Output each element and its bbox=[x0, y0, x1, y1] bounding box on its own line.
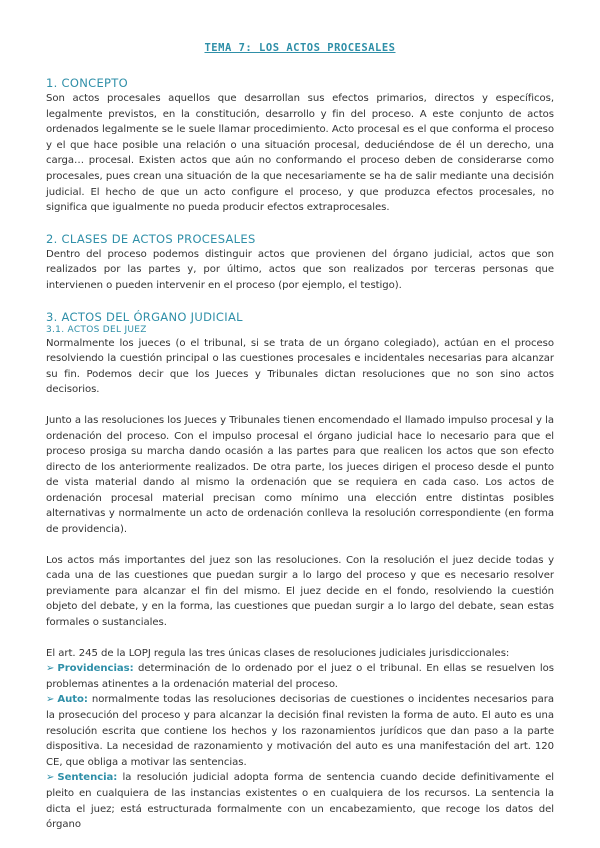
list-item-term: Sentencia: bbox=[57, 772, 118, 784]
list-item bbox=[46, 661, 554, 692]
list-item-term: Providencias: bbox=[57, 663, 134, 675]
list-item-text: normalmente todas las resoluciones decisorias de cuestiones o incidentes necesarios para la prosecución del proceso y para alcanzar la decisión final revisten la forma de auto. El auto es una resolución escrita que contiene los hechos y los razonamientos jurídicos que dan paso a la parte dispositiva. La necesidad de razonamiento y motivación del auto es una manifestación del art. 120 CE, que obliga a motivar las sentencias. bbox=[46, 694, 554, 768]
section-1-heading: 1. CONCEPTO bbox=[46, 76, 128, 90]
section-3-paragraph-2: Junto a las resoluciones los Jueces y Tribunales tienen encomendado el llamado impulso procesal y la ordenación del proceso. Con el impulso procesal el órgano judicial hace lo necesario para que el proceso prosiga su marcha dando ocasión a las partes para que realicen los actos que son efecto directo de los anteriormente realizados. De otra parte, los jueces dirigen el proceso desde el punto de vista material dando al mismo la ordenación que se requiera en cada caso. Los actos de ordenación procesal material precisan como mínimo una elección entre distintas posibles alternativas y normalmente un acto de ordenación conlleva la resolución correspondiente (en forma de providencia). bbox=[46, 414, 554, 536]
section-2-paragraph: Dentro del proceso podemos distinguir actos que provienen del órgano judicial, actos que son realizados por las partes y, por último, actos que son realizados por terceras personas que intervienen o pueden intervenir en el proceso (por ejemplo, el testigo). bbox=[46, 248, 554, 291]
list-item-text: la resolución judicial adopta forma de sentencia cuando decide definitivamente el pleito en cualquiera de las instancias existentes o en cualquiera de los recursos. La sentencia la dicta el juez; está estructurada formalmente con un encabezamiento, que recoge los datos del órgano bbox=[46, 772, 554, 831]
arrow-bullet-icon: ➢ bbox=[46, 663, 55, 675]
section-3-paragraph-1: Normalmente los jueces (o el tribunal, si se trata de un órgano colegiado), actúan en el proceso resolviendo la cuestión principal o las cuestiones procesales e incidentales necesarias para alcanzar su fin. Podemos decir que los Jueces y Tribunales dictan resoluciones que no son sino actos decisorios. bbox=[46, 337, 554, 396]
list-item bbox=[46, 692, 554, 770]
section-1-paragraph: Son actos procesales aquellos que desarrollan sus efectos primarios, directos y específicos, legalmente previstos, en la constitución, desarrollo y fin del proceso. A este conjunto de actos ordenados legalmente se le suele llamar procedimiento. Acto procesal es el que conforma el proceso y el que hace posible una relación o una situación procesal, deduciéndose de él un derecho, una carga… procesal. Existen actos que aún no conformando el proceso deben de considerarse como procesales, pues crean una situación de la que necesariamente se ha de salir mediante una decisión judicial. El hecho de que un acto configure el proceso, y que produzca efectos procesales, no significa que igualmente no pueda producir efectos extraprocesales. bbox=[46, 93, 554, 214]
list-item bbox=[46, 770, 554, 832]
section-3-paragraph-4: El art. 245 de la LOPJ regula las tres únicas clases de resoluciones judiciales jurisdiccionales: bbox=[46, 647, 510, 659]
section-3-heading: 3. ACTOS DEL ÓRGANO JUDICIAL bbox=[46, 309, 243, 324]
document-title: TEMA 7: LOS ACTOS PROCESALES bbox=[204, 42, 396, 54]
section-2-heading: 2. CLASES DE ACTOS PROCESALES bbox=[46, 231, 256, 246]
section-3-1-subheading: 3.1. ACTOS DEL JUEZ bbox=[46, 324, 147, 335]
list-item-term: Auto: bbox=[57, 694, 88, 706]
section-3-paragraph-3: Los actos más importantes del juez son las resoluciones. Con la resolución el juez decide todas y cada una de las cuestiones que puedan surgir a lo largo del proceso y que es necesario resolver previamente para alcanzar el fin del mismo. El juez decide en el fondo, resolviendo la cuestión objeto del debate, y en la forma, las cuestiones que puedan surgir a lo largo del debate, sean estas formales o sustanciales. bbox=[46, 554, 554, 629]
list-item-text: determinación de lo ordenado por el juez o el tribunal. En ellas se resuelven los problemas atinentes a la ordenación material del proceso. bbox=[46, 663, 554, 690]
arrow-bullet-icon: ➢ bbox=[46, 694, 55, 706]
arrow-bullet-icon: ➢ bbox=[46, 772, 55, 784]
resolution-types-list bbox=[46, 661, 554, 833]
